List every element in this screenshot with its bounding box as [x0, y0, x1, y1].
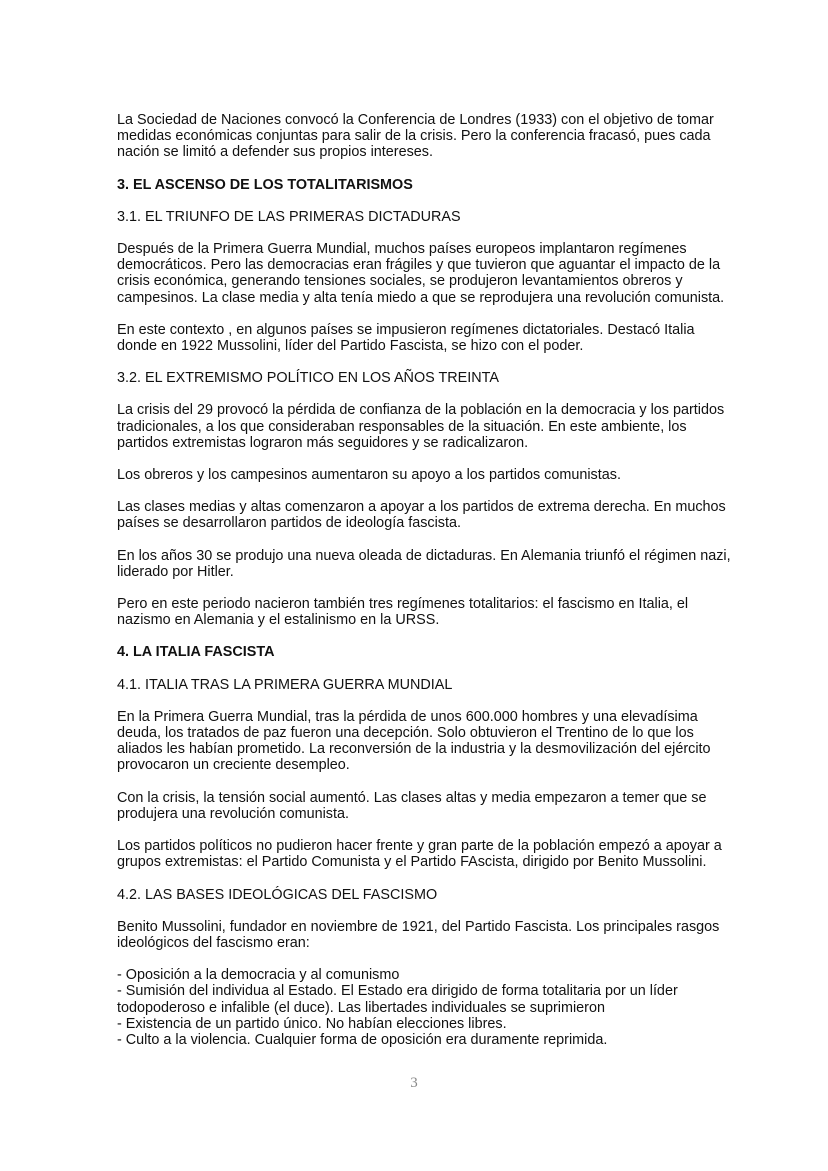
section-3-2-paragraph-4: En los años 30 se produjo una nueva oleada de dictaduras. En Alemania triunfó el régimen nazi, liderado por Hitler. [117, 547, 731, 580]
section-3-2-paragraph-1: La crisis del 29 provocó la pérdida de confianza de la población en la democracia y los partidos tradicionales, a los que consideraban responsables de la situación. En este ambiente, los partidos extremistas lograron más seguidores y se radicalizaron. [117, 402, 725, 451]
list-item: - Culto a la violencia. Cualquier forma de oposición era duramente reprimida. [117, 1031, 608, 1048]
section-4-heading: 4. LA ITALIA FASCISTA [117, 644, 275, 661]
section-3-2-paragraph-5: Pero en este periodo nacieron también tres regímenes totalitarios: el fascismo en Italia, el nazismo en Alemania y el estalinismo en la URSS. [117, 596, 689, 629]
page-number: 3 [410, 1075, 418, 1091]
section-3-1-paragraph-2: En este contexto , en algunos países se impusieron regímenes dictatoriales. Destacó Italia donde en 1922 Mussolini, líder del Partido Fascista, se hizo con el poder. [117, 321, 695, 355]
list-item: - Oposición a la democracia y al comunismo [117, 967, 400, 984]
section-3-1-paragraph-1: Después de la Primera Guerra Mundial, muchos países europeos implantaron regímenes democráticos. Pero las democracias eran frágiles y que tuvieron que aguantar el impacto de la crisis económica, generando tensiones sociales, se produjeron levantamientos obreros y campesinos. La clase media y alta tenía miedo a que se reprodujera una revolución comunista. [117, 241, 725, 306]
section-4-1-paragraph-2: Con la crisis, la tensión social aumentó. Las clases altas y media empezaron a temer que se produjera una revolución comunista. [117, 789, 707, 822]
section-3-heading: 3. EL ASCENSO DE LOS TOTALITARISMOS [117, 176, 413, 193]
section-3-1-heading: 3.1. EL TRIUNFO DE LAS PRIMERAS DICTADURAS [117, 208, 461, 225]
paragraph-intro: La Sociedad de Naciones convocó la Conferencia de Londres (1933) con el objetivo de tomar medidas económicas conjuntas para salir de la crisis. Pero la conferencia fracasó, pues cada nación se limitó a defender sus propios intereses. [117, 112, 714, 161]
document-body [117, 112, 737, 1048]
section-3-2-paragraph-3: Las clases medias y altas comenzaron a apoyar a los partidos de extrema derecha. En muchos países se desarrollaron partidos de ideología fascista. [117, 499, 726, 532]
section-4-1-paragraph-3: Los partidos políticos no pudieron hacer frente y gran parte de la población empezó a apoyar a grupos extremistas: el Partido Comunista y el Partido FAscista, dirigido por Benito Mussolini. [117, 838, 722, 871]
section-3-2-heading: 3.2. EL EXTREMISMO POLÍTICO EN LOS AÑOS TREINTA [117, 370, 499, 387]
list-item: - Existencia de un partido único. No habían elecciones libres. [117, 1015, 507, 1032]
list-item: - Sumisión del individua al Estado. El Estado era dirigido de forma totalitaria por un líder todopoderoso e infalible (el duce). Las libertades individuales se suprimieron [117, 983, 678, 1016]
section-3-2-paragraph-2: Los obreros y los campesinos aumentaron su apoyo a los partidos comunistas. [117, 467, 621, 484]
section-4-2-paragraph-1: Benito Mussolini, fundador en noviembre de 1921, del Partido Fascista. Los principales rasgos ideológicos del fascismo eran: [117, 918, 720, 951]
section-4-2-heading: 4.2. LAS BASES IDEOLÓGICAS DEL FASCISMO [117, 886, 438, 903]
section-4-1-heading: 4.1. ITALIA TRAS LA PRIMERA GUERRA MUNDIAL [117, 676, 453, 693]
section-4-1-paragraph-1: En la Primera Guerra Mundial, tras la pérdida de unos 600.000 hombres y una elevadísima deuda, los tratados de paz fueron una decepción. Solo obtuvieron el Trentino de lo que los aliados les habían prometido. La reconversión de la industria y la desmovilización del ejército provocaron un creciente desempleo. [117, 708, 711, 774]
